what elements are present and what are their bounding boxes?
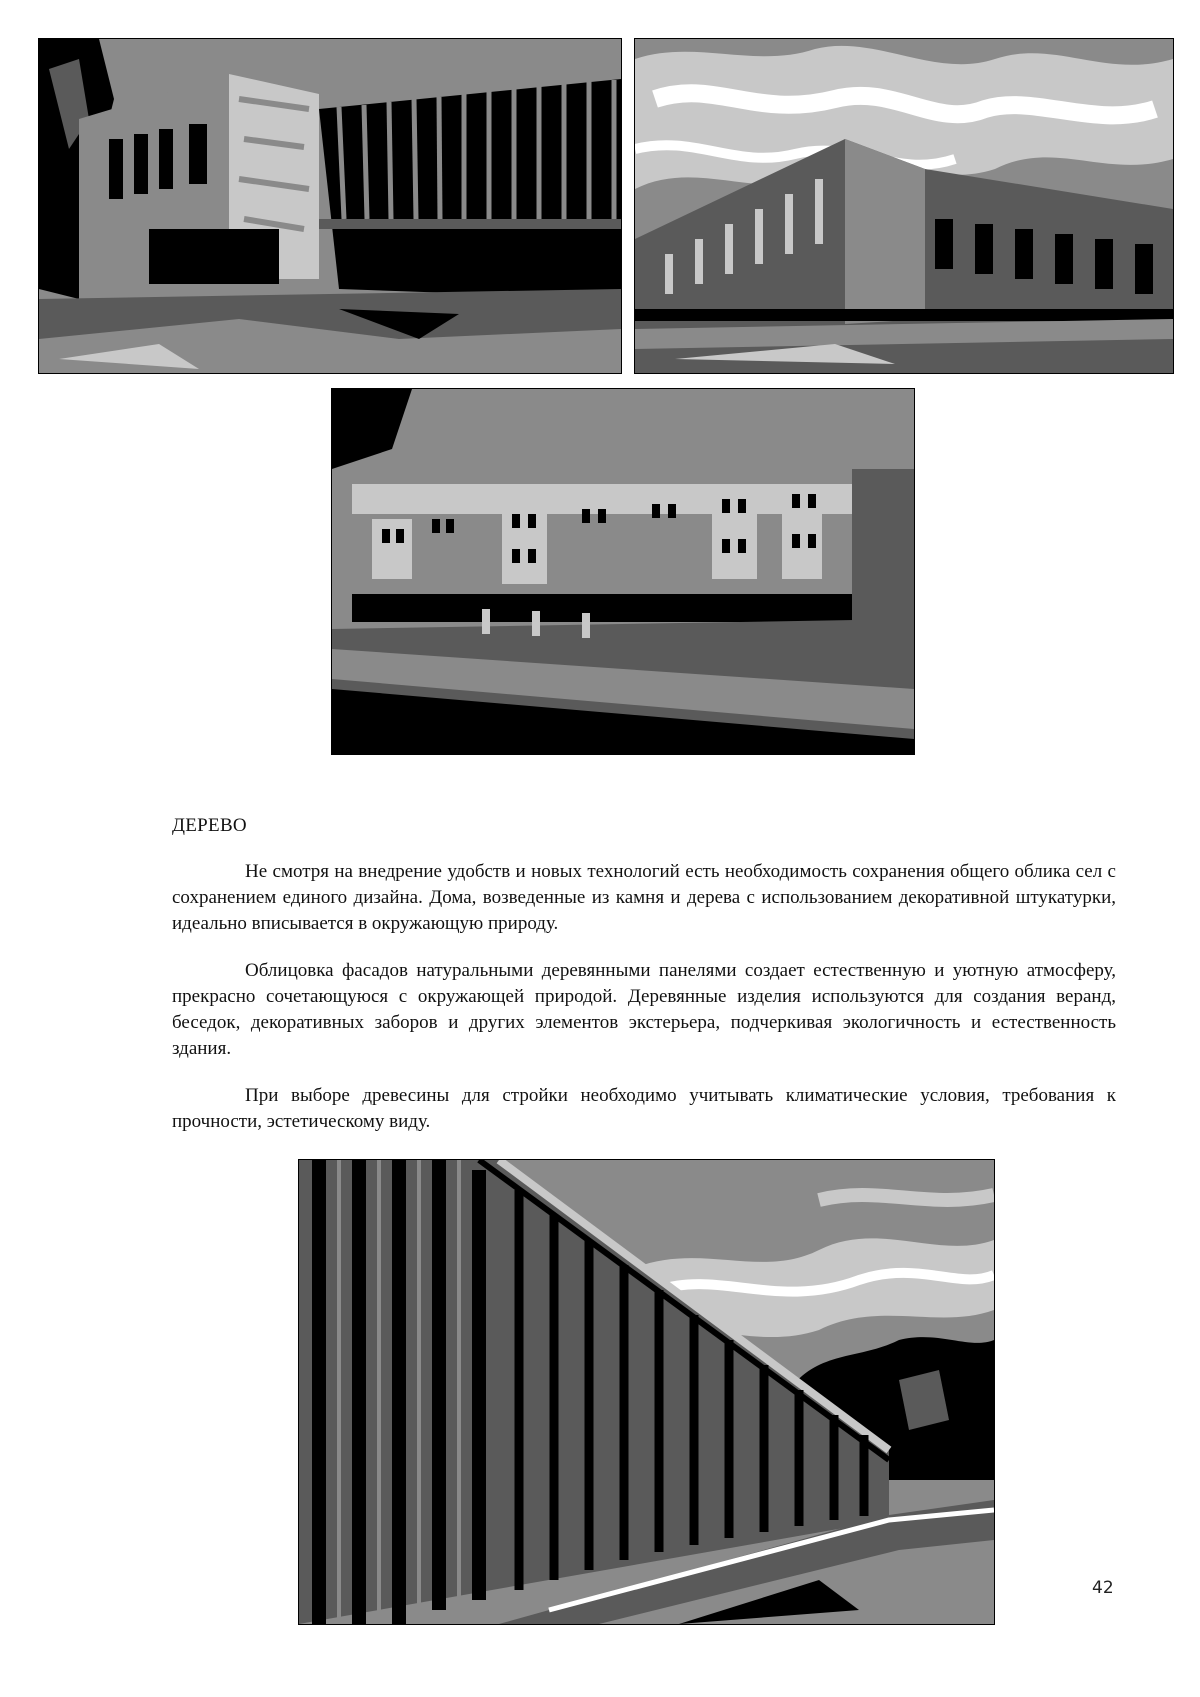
page-number: 42: [1092, 1578, 1114, 1598]
building-photo-1: [38, 38, 622, 374]
building-photo-2: [634, 38, 1174, 374]
section-heading: ДЕРЕВО: [172, 815, 247, 836]
building-photo-4: [298, 1159, 995, 1625]
paragraph-1: Не смотря на внедрение удобств и новых технологий есть необходимость сохранения общего облика сел с сохранением единого дизайна. Дома, возведенные из камня и дерева с использованием декоративной штукатурки, идеально вписывается в окружающую природу.: [172, 861, 1116, 934]
building-photo-3: [331, 388, 915, 755]
paragraph-2: Облицовка фасадов натуральными деревянными панелями создает естественную и уютную атмосферу, прекрасно сочетающуюся с окружающей природой. Деревянные изделия используются для создания веранд, беседок, декоративных заборов и других элементов экстерьера, подчеркивая экологичность и естественность здания.: [172, 960, 1116, 1059]
paragraph-3: При выборе древесины для стройки необходимо учитывать климатические условия, требования к прочности, эстетическому виду.: [172, 1085, 1116, 1132]
